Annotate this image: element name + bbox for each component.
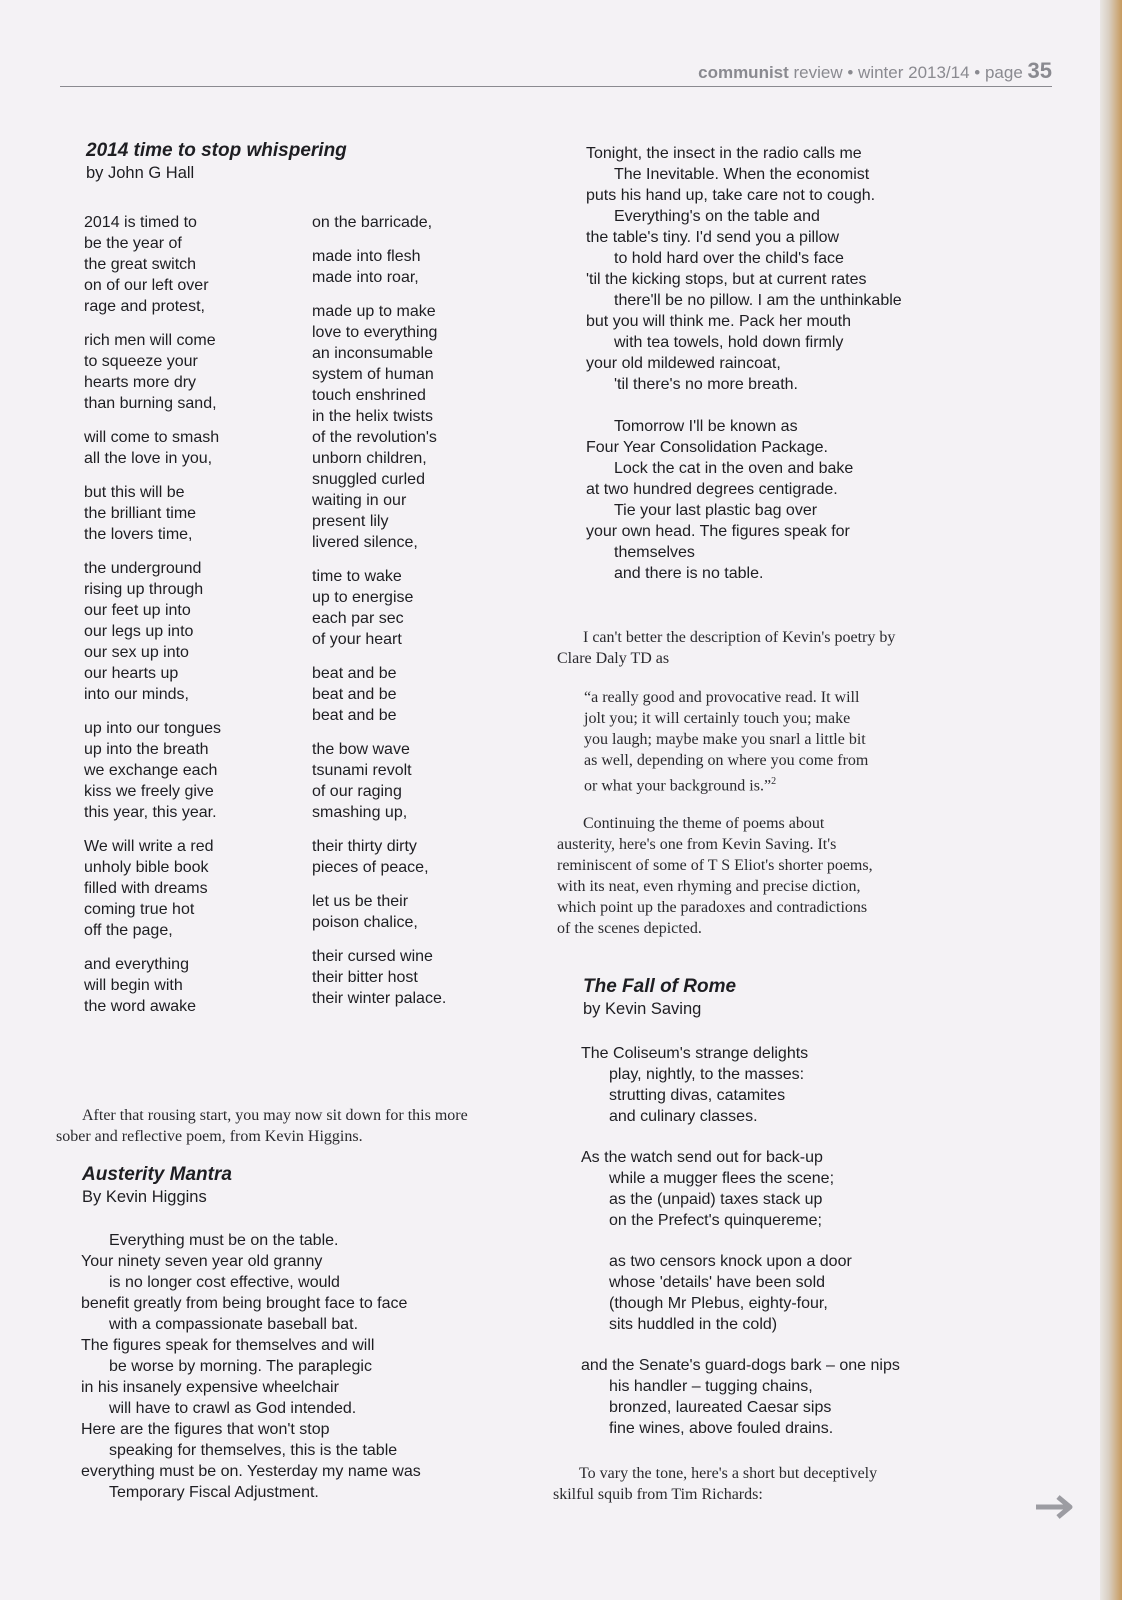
page-number: 35 — [1027, 58, 1052, 83]
poem-line: up into our tongues — [84, 720, 221, 737]
poem-line: beat and be — [312, 707, 397, 724]
poem-line: rich men will come — [84, 332, 216, 349]
poem-line: 'til there's no more breath. — [614, 376, 798, 393]
poem-line: filled with dreams — [84, 880, 208, 897]
tim-richards-intro-line1: To vary the tone, here's a short but deceptively — [579, 1465, 878, 1482]
page-edge — [1100, 0, 1122, 1600]
poem-line: off the page, — [84, 922, 173, 939]
poem-line: the word awake — [84, 998, 197, 1015]
poem-line: up into the breath — [84, 741, 209, 758]
poem-line: to squeeze your — [84, 353, 198, 370]
poem-line: all the love in you, — [84, 450, 213, 467]
footnote-marker: 2 — [771, 776, 777, 787]
poem-line: kiss we freely give — [84, 783, 214, 800]
poem-line: Tomorrow I'll be known as — [614, 418, 798, 435]
poem-line: (though Mr Plebus, eighty-four, — [609, 1295, 828, 1312]
poem-line: 'til the kicking stops, but at current rates — [586, 271, 867, 288]
poem-line: their thirty dirty — [312, 838, 417, 855]
poem-line: Tonight, the insect in the radio calls me — [586, 145, 862, 162]
tim-richards-intro — [553, 1463, 877, 1505]
quote-line: you laugh; maybe make you snarl a little bit — [584, 731, 866, 748]
austerity-intro-line1: After that rousing start, you may now sit down for this more — [82, 1107, 468, 1124]
poem3-stanza — [581, 1355, 900, 1439]
poem-line: we exchange each — [84, 762, 218, 779]
poem1-title: 2014 time to stop whispering — [86, 140, 347, 161]
poem1-stanza — [84, 718, 221, 823]
poem1-stanza — [312, 739, 446, 823]
poem-line: at two hundred degrees centigrade. — [586, 481, 838, 498]
poem-line: their cursed wine — [312, 948, 433, 965]
poem-line: As the watch send out for back-up — [581, 1149, 823, 1166]
poem1-stanza — [84, 482, 221, 545]
poem-line: smashing up, — [312, 804, 408, 821]
poem-line: rage and protest, — [84, 298, 205, 315]
poem-line: on of our left over — [84, 277, 209, 294]
poem1-stanza — [312, 246, 446, 288]
poem-line: play, nightly, to the masses: — [609, 1066, 805, 1083]
poem2-heading — [82, 1164, 232, 1207]
poem1-heading — [86, 140, 347, 183]
poem-line: with a compassionate baseball bat. — [109, 1316, 359, 1333]
poem-line: everything must be on. Yesterday my name was — [81, 1463, 421, 1480]
poem1-stanza — [84, 954, 221, 1017]
poem-line: The Coliseum's strange delights — [581, 1045, 809, 1062]
poem-line: strutting divas, catamites — [609, 1087, 786, 1104]
poem-line: the brilliant time — [84, 505, 197, 522]
poem1-stanza — [84, 330, 221, 414]
poem-line: The Inevitable. When the economist — [614, 166, 870, 183]
poem-line: each par sec — [312, 610, 404, 627]
poem-line: there'll be no pillow. I am the unthinkable — [614, 292, 902, 309]
poem-line: let us be their — [312, 893, 409, 910]
poem-line: the bow wave — [312, 741, 410, 758]
poem-line: is no longer cost effective, would — [109, 1274, 340, 1291]
poem3-stanza — [581, 1147, 900, 1231]
poem-line: unborn children, — [312, 450, 427, 467]
poem-line: as the (unpaid) taxes stack up — [609, 1191, 823, 1208]
poem-line: themselves — [614, 544, 695, 561]
poem1-stanza — [84, 212, 221, 317]
poem-line: but this will be — [84, 484, 185, 501]
header-brand: communist — [698, 63, 789, 82]
poem2-part2 — [586, 143, 902, 584]
poem1-byline: by John G Hall — [86, 164, 195, 182]
poem1-stanza — [312, 301, 446, 553]
poem-line: up to energise — [312, 589, 414, 606]
commentary-line: Continuing the theme of poems about — [583, 815, 825, 832]
poem-line: puts his hand up, take care not to cough. — [586, 187, 876, 204]
poem-line: tsunami revolt — [312, 762, 412, 779]
poem1-column-2 — [312, 212, 446, 1022]
poem-line: as two censors knock upon a door — [609, 1253, 852, 1270]
poem3-title: The Fall of Rome — [583, 976, 737, 997]
header-rest: review • winter 2013/14 • page — [788, 63, 1028, 82]
quote-line: or what your background is.” — [584, 777, 772, 795]
poem-line: of our raging — [312, 783, 402, 800]
poem-line: the underground — [84, 560, 202, 577]
poem-line: your old mildewed raincoat, — [586, 355, 781, 372]
poem-line: We will write a red — [84, 838, 214, 855]
poem1-column-1 — [84, 212, 221, 1030]
poem-line: this year, this year. — [84, 804, 217, 821]
poem-line: be worse by morning. The paraplegic — [109, 1358, 372, 1375]
commentary-line: reminiscent of some of T S Eliot's shorter poems, — [557, 857, 873, 874]
quote-line: as well, depending on where you come from — [584, 752, 869, 769]
poem-line: than burning sand, — [84, 395, 217, 412]
poem-line: love to everything — [312, 324, 438, 341]
poem-line: will come to smash — [84, 429, 220, 446]
poem-line: Here are the figures that won't stop — [81, 1421, 330, 1438]
commentary-p2 — [557, 813, 873, 939]
poem-line: whose 'details' have been sold — [609, 1274, 826, 1291]
poem-line: benefit greatly from being brought face to face — [81, 1295, 408, 1312]
quote-line-last — [584, 771, 868, 796]
poem-line: made up to make — [312, 303, 436, 320]
poem3-byline: by Kevin Saving — [583, 1000, 702, 1018]
poem-line: with tea towels, hold down firmly — [614, 334, 844, 351]
poem-line: while a mugger flees the scene; — [609, 1170, 835, 1187]
poem-line: touch enshrined — [312, 387, 426, 404]
poem-line: system of human — [312, 366, 434, 383]
poem-line: 2014 is timed to — [84, 214, 197, 231]
poem3-stanza — [581, 1251, 900, 1335]
poem-line: into our minds, — [84, 686, 189, 703]
poem-line: in the helix twists — [312, 408, 433, 425]
poem-line: of the revolution's — [312, 429, 437, 446]
poem-line: unholy bible book — [84, 859, 209, 876]
poem-line: present lily — [312, 513, 389, 530]
poem-line: snuggled curled — [312, 471, 425, 488]
right-arrow-icon[interactable] — [1034, 1494, 1080, 1520]
austerity-intro-line2: sober and reflective poem, from Kevin Higgins. — [56, 1128, 363, 1145]
poem-line: rising up through — [84, 581, 204, 598]
austerity-intro — [56, 1105, 468, 1147]
poem-line: be the year of — [84, 235, 182, 252]
poem1-stanza — [84, 836, 221, 941]
poem-line: time to wake — [312, 568, 402, 585]
poem-line: our feet up into — [84, 602, 191, 619]
poem-line: on the Prefect's quinquereme; — [609, 1212, 822, 1229]
commentary-line: austerity, here's one from Kevin Saving. It's — [557, 836, 837, 853]
poem1-stanza — [312, 566, 446, 650]
poem-line: The figures speak for themselves and will — [81, 1337, 375, 1354]
header-text — [698, 58, 1052, 84]
poem1-stanza — [84, 558, 221, 705]
commentary-line: with its neat, even rhyming and precise diction, — [557, 878, 861, 895]
poem-line: their bitter host — [312, 969, 418, 986]
poem-line: and culinary classes. — [609, 1108, 758, 1125]
poem-line: Everything must be on the table. — [109, 1232, 339, 1249]
tim-richards-intro-line2: skilful squib from Tim Richards: — [553, 1486, 763, 1503]
poem2-byline: By Kevin Higgins — [82, 1188, 207, 1206]
poem-line: made into flesh — [312, 248, 421, 265]
poem-line: the lovers time, — [84, 526, 193, 543]
poem1-stanza — [312, 663, 446, 726]
poem1-stanza — [312, 891, 446, 933]
quote-line: jolt you; it will certainly touch you; make — [584, 710, 851, 727]
poem-line: his handler – tugging chains, — [609, 1378, 813, 1395]
poem-line: Your ninety seven year old granny — [81, 1253, 323, 1270]
poem-line — [586, 395, 902, 416]
poem-line: and everything — [84, 956, 189, 973]
poem-line: the great switch — [84, 256, 197, 273]
commentary-p1-line2: Clare Daly TD as — [557, 650, 670, 667]
poem-line: Tie your last plastic bag over — [614, 502, 818, 519]
commentary-line: of the scenes depicted. — [557, 920, 702, 937]
poem-line: Four Year Consolidation Package. — [586, 439, 828, 456]
poem1-stanza — [312, 946, 446, 1009]
poem3-heading — [583, 976, 736, 1019]
poem1-stanza — [312, 836, 446, 878]
poem-line: and there is no table. — [614, 565, 764, 582]
commentary-p1-line1: I can't better the description of Kevin's poetry by — [583, 629, 896, 646]
poem-line: fine wines, above fouled drains. — [609, 1420, 834, 1437]
poem-line: but you will think me. Pack her mouth — [586, 313, 852, 330]
poem-line: an inconsumable — [312, 345, 433, 362]
poem-line: on the barricade, — [312, 214, 433, 231]
commentary-p1 — [557, 627, 895, 669]
running-header — [60, 58, 1052, 87]
poem-line: sits huddled in the cold) — [609, 1316, 778, 1333]
poem-line: Temporary Fiscal Adjustment. — [109, 1484, 319, 1501]
poem1-stanza — [312, 212, 446, 233]
clare-daly-quote — [557, 687, 868, 796]
poem-line: the table's tiny. I'd send you a pillow — [586, 229, 840, 246]
poem-line: our hearts up — [84, 665, 179, 682]
poem-line: beat and be — [312, 686, 397, 703]
poem1-stanza — [84, 427, 221, 469]
commentary-line: which point up the paradoxes and contradictions — [557, 899, 868, 916]
poem-line: made into roar, — [312, 269, 419, 286]
poem-line: speaking for themselves, this is the table — [109, 1442, 398, 1459]
poem-line: livered silence, — [312, 534, 418, 551]
poem-line: Everything's on the table and — [614, 208, 820, 225]
poem-line: our sex up into — [84, 644, 189, 661]
poem-line: Lock the cat in the oven and bake — [614, 460, 854, 477]
poem-line: coming true hot — [84, 901, 195, 918]
poem-line: of your heart — [312, 631, 402, 648]
poem-line: beat and be — [312, 665, 397, 682]
poem-line: and the Senate's guard-dogs bark – one nips — [581, 1357, 900, 1374]
poem2-part1 — [81, 1230, 421, 1503]
poem-line: their winter palace. — [312, 990, 447, 1007]
poem-line: pieces of peace, — [312, 859, 429, 876]
poem-line: waiting in our — [312, 492, 407, 509]
poem-line: bronzed, laureated Caesar sips — [609, 1399, 832, 1416]
poem3-stanza — [581, 1043, 900, 1127]
poem3-body — [581, 1043, 900, 1459]
poem-line: our legs up into — [84, 623, 194, 640]
poem-line: will have to crawl as God intended. — [109, 1400, 357, 1417]
poem-line: hearts more dry — [84, 374, 197, 391]
poem-line: in his insanely expensive wheelchair — [81, 1379, 339, 1396]
poem-line: to hold hard over the child's face — [614, 250, 844, 267]
poem2-title: Austerity Mantra — [82, 1164, 232, 1185]
poem-line: will begin with — [84, 977, 183, 994]
poem-line: poison chalice, — [312, 914, 418, 931]
poem-line: your own head. The figures speak for — [586, 523, 850, 540]
quote-line: “a really good and provocative read. It will — [584, 689, 860, 706]
